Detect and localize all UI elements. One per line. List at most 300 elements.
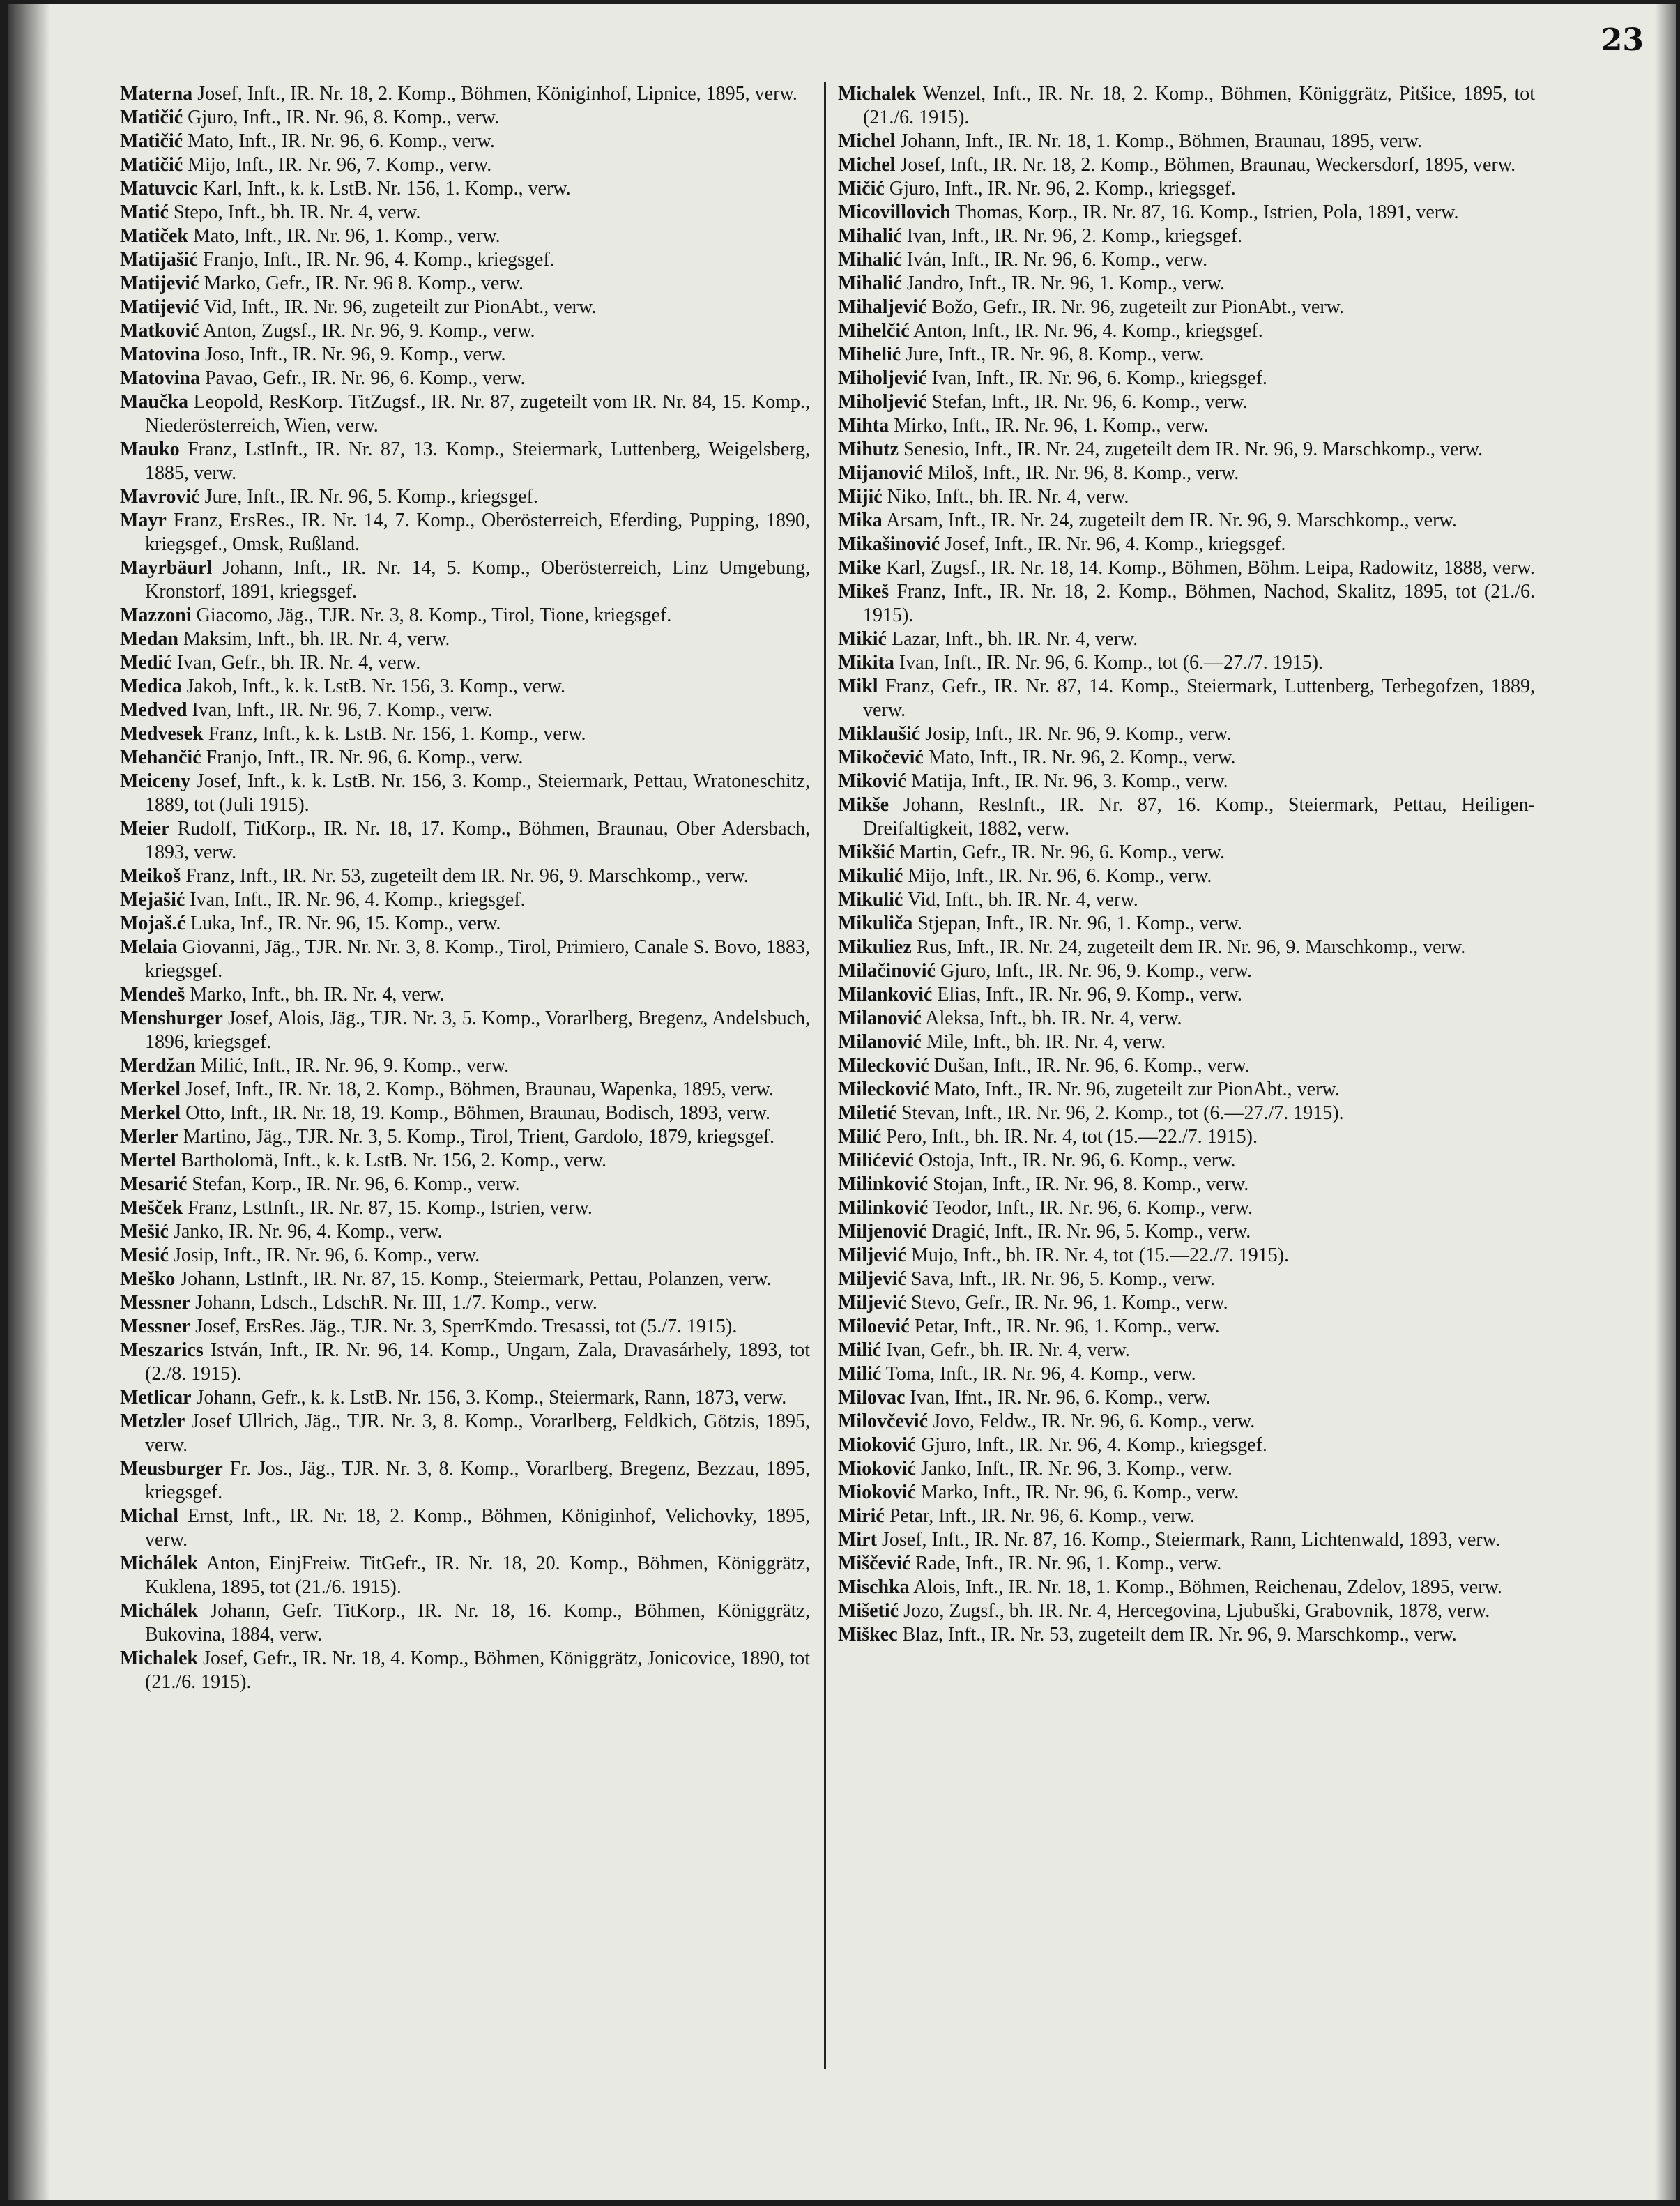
register-entry [838, 533, 1535, 556]
register-entry [838, 746, 1535, 770]
entry-surname: Matovina [120, 367, 201, 389]
entry-surname: Mejašić [120, 889, 185, 911]
entry-surname: Mihutz [838, 439, 899, 460]
entry-details: Josef, Inft., IR. Nr. 87, 16. Komp., Steiermark, Rann, Lichtenwald, 1893, verw. [876, 1529, 1500, 1551]
entry-details: Franjo, Inft., IR. Nr. 96, 4. Komp., kriegsgef. [197, 249, 555, 271]
entry-details: Blaz, Inft., IR. Nr. 53, zugeteilt dem IR. Nr. 96, 9. Marschkomp., verw. [897, 1624, 1457, 1645]
register-entry [838, 651, 1535, 675]
register-entry [838, 130, 1535, 153]
entry-details: Franz, Inft., k. k. LstB. Nr. 156, 1. Komp., verw. [203, 723, 586, 745]
register-entry [838, 1030, 1535, 1054]
register-entry [838, 627, 1535, 651]
entry-details: Stevan, Inft., IR. Nr. 96, 2. Komp., tot (6.—27./7. 1915). [896, 1102, 1344, 1124]
entry-details: Johann, Inft., IR. Nr. 18, 1. Komp., Böhmen, Braunau, 1895, verw. [895, 130, 1423, 152]
entry-surname: Mikl [838, 676, 878, 697]
entry-details: Josef Ullrich, Jäg., TJR. Nr. 3, 8. Komp., Vorarlberg, Feldkich, Götzis, 1895, verw. [145, 1410, 810, 1456]
entry-surname: Mirić [838, 1505, 885, 1527]
register-entry [838, 1386, 1535, 1410]
entry-surname: Michalek [120, 1648, 198, 1669]
register-entry [120, 390, 810, 438]
entry-details: Ivan, Inft., IR. Nr. 96, 6. Komp., kriegsgef. [926, 367, 1267, 389]
register-entry [838, 319, 1535, 343]
entry-surname: Miković [838, 770, 906, 792]
entry-surname: Mihta [838, 415, 889, 436]
register-entry [120, 1457, 810, 1505]
register-entry [120, 1054, 810, 1078]
entry-surname: Meiceny [120, 770, 191, 792]
register-entry [838, 1220, 1535, 1244]
entry-details: Janko, IR. Nr. 96, 4. Komp., verw. [168, 1221, 443, 1242]
entry-details: Vid, Inft., IR. Nr. 96, zugeteilt zur PionAbt., verw. [199, 296, 597, 318]
entry-surname: Miletić [838, 1102, 896, 1124]
register-entry [838, 1149, 1535, 1173]
entry-surname: Miholjević [838, 367, 927, 389]
entry-surname: Meško [120, 1268, 176, 1290]
entry-details: Karl, Inft., k. k. LstB. Nr. 156, 1. Komp., verw. [197, 178, 571, 199]
entry-details: Petar, Inft., IR. Nr. 96, 1. Komp., verw. [909, 1316, 1220, 1337]
register-entry [120, 225, 810, 248]
register-entry [120, 1268, 810, 1291]
entry-surname: Mojaš.ć [120, 913, 186, 934]
entry-surname: Mikočević [838, 747, 924, 768]
entry-details: Josef, ErsRes. Jäg., TJR. Nr. 3, SperrKmdo. Tresassi, tot (5./7. 1915). [190, 1316, 738, 1337]
register-entry [120, 319, 810, 343]
entry-surname: Mesarić [120, 1173, 188, 1195]
register-entry [120, 1102, 810, 1125]
entry-surname: Mehančić [120, 747, 201, 768]
register-entry [838, 509, 1535, 533]
entry-details: Franz, LstInft., IR. Nr. 87, 15. Komp., Istrien, verw. [183, 1197, 593, 1219]
register-entry [838, 414, 1535, 438]
entry-surname: Milić [838, 1363, 882, 1385]
entry-details: Giovanni, Jäg., TJR. Nr. Nr. 3, 8. Komp., Tirol, Primiero, Canale S. Bovo, 1883, kriegsgef. [145, 936, 810, 982]
entry-details: Thomas, Korp., IR. Nr. 87, 16. Komp., Istrien, Pola, 1891, verw. [950, 201, 1459, 223]
register-entry [120, 1196, 810, 1220]
register-entry [838, 793, 1535, 841]
entry-surname: Milinković [838, 1173, 929, 1195]
register-entry [120, 201, 810, 225]
entry-surname: Merdžan [120, 1055, 196, 1077]
entry-details: Gjuro, Inft., IR. Nr. 96, 9. Komp., verw. [935, 960, 1252, 982]
entry-details: Mile, Inft., bh. IR. Nr. 4, verw. [921, 1031, 1166, 1053]
entry-surname: Mikuliez [838, 936, 912, 958]
entry-details: Gjuro, Inft., IR. Nr. 96, 2. Komp., kriegsgef. [884, 178, 1236, 199]
register-entry [838, 1078, 1535, 1102]
register-entry [120, 248, 810, 272]
register-entry [838, 675, 1535, 722]
entry-surname: Milanović [838, 1031, 922, 1053]
entry-surname: Milanković [838, 984, 933, 1005]
register-entry [838, 1291, 1535, 1315]
register-entry [120, 367, 810, 390]
register-entry [838, 343, 1535, 367]
register-entry [838, 177, 1535, 201]
entry-surname: Mihalić [838, 249, 902, 271]
register-entry [120, 556, 810, 604]
entry-surname: Michal [120, 1505, 178, 1527]
entry-details: Leopold, ResKorp. TitZugsf., IR. Nr. 87, zugeteilt vom IR. Nr. 84, 15. Komp., Niederösterreich, Wien, verw. [145, 391, 810, 436]
entry-surname: Mertel [120, 1150, 176, 1171]
register-entry [838, 1315, 1535, 1339]
entry-details: Josef, Inft., IR. Nr. 96, 4. Komp., kriegsgef. [940, 533, 1286, 555]
register-entry [838, 1410, 1535, 1433]
register-entry [120, 106, 810, 130]
entry-surname: Mendeš [120, 984, 185, 1005]
entry-details: Johann, Inft., IR. Nr. 14, 5. Komp., Oberösterreich, Linz Umgebung, Kronstorf, 1891, kriegsgef. [145, 557, 810, 602]
register-entry [120, 1647, 810, 1694]
entry-details: Johann, Gefr. TitKorp., IR. Nr. 18, 16. Komp., Böhmen, Königgrätz, Bukovina, 1884, verw. [145, 1600, 810, 1645]
entry-details: Mijo, Inft., IR. Nr. 96, 7. Komp., verw. [183, 154, 492, 176]
register-entry [120, 817, 810, 865]
entry-surname: Mihelić [838, 344, 901, 365]
register-entry [120, 1410, 810, 1457]
entry-details: Ivan, Inft., IR. Nr. 96, 6. Komp., tot (6.—27./7. 1915). [894, 652, 1324, 674]
entry-details: Karl, Zugsf., IR. Nr. 18, 14. Komp., Böhmen, Böhm. Leipa, Radowitz, 1888, verw. [881, 557, 1535, 579]
register-entry [838, 959, 1535, 983]
register-entry [838, 1125, 1535, 1149]
entry-details: Johann, Ldsch., LdschR. Nr. III, 1./7. Komp., verw. [190, 1292, 597, 1314]
entry-surname: Miljević [838, 1268, 906, 1290]
entry-surname: Michalek [838, 83, 916, 105]
register-entry [838, 1457, 1535, 1481]
entry-details: Jakob, Inft., k. k. LstB. Nr. 156, 3. Komp., verw. [181, 676, 566, 697]
register-entry [120, 153, 810, 177]
register-entry [838, 1433, 1535, 1457]
entry-surname: Mihaljević [838, 296, 927, 318]
entry-surname: Meier [120, 818, 170, 839]
entry-details: Anton, Inft., IR. Nr. 96, 4. Komp., kriegsgef. [909, 320, 1263, 342]
entry-surname: Mijić [838, 486, 883, 508]
entry-surname: Miščević [838, 1553, 911, 1574]
document-page [8, 4, 1676, 2200]
register-entry [120, 865, 810, 888]
entry-surname: Matičić [120, 107, 183, 128]
entry-details: Bartholomä, Inft., k. k. LstB. Nr. 156, 2. Komp., verw. [176, 1150, 607, 1171]
register-entry [120, 722, 810, 746]
entry-surname: Metzler [120, 1410, 185, 1432]
entry-surname: Merkel [120, 1102, 181, 1124]
register-entry [120, 983, 810, 1007]
register-entry [838, 912, 1535, 936]
entry-details: Marko, Inft., bh. IR. Nr. 4, verw. [185, 984, 445, 1005]
register-entry [838, 556, 1535, 580]
entry-surname: Mihalić [838, 225, 902, 247]
register-entry [838, 983, 1535, 1007]
page-number: 23 [1601, 22, 1644, 58]
register-entry [120, 1599, 810, 1647]
left-column [120, 82, 810, 1694]
register-entry [838, 296, 1535, 319]
entry-surname: Medan [120, 628, 178, 650]
register-entry [838, 1362, 1535, 1386]
register-entry [120, 699, 810, 722]
entry-details: Ivan, Inft., IR. Nr. 96, 2. Komp., kriegsgef. [901, 225, 1243, 247]
register-entry [120, 1386, 810, 1410]
entry-details: Elias, Inft., IR. Nr. 96, 9. Komp., verw. [932, 984, 1242, 1005]
entry-surname: Mioković [838, 1482, 916, 1503]
entry-details: Stevo, Gefr., IR. Nr. 96, 1. Komp., verw. [906, 1292, 1228, 1314]
register-entry [838, 153, 1535, 177]
register-entry [838, 1481, 1535, 1505]
register-entry [838, 485, 1535, 509]
register-entry [838, 1244, 1535, 1268]
entry-surname: Mioković [838, 1434, 916, 1456]
register-entry [838, 1528, 1535, 1552]
register-entry [838, 390, 1535, 414]
register-entry [838, 201, 1535, 225]
entry-details: Johann, LstInft., IR. Nr. 87, 15. Komp., Steiermark, Pettau, Polanzen, verw. [175, 1268, 772, 1290]
entry-surname: Mike [838, 557, 882, 579]
entry-surname: Mikulić [838, 889, 903, 911]
entry-surname: Matovina [120, 344, 201, 365]
entry-surname: Matičić [120, 154, 183, 176]
entry-details: Josef, Inft., IR. Nr. 18, 2. Komp., Böhmen, Braunau, Weckersdorf, 1895, verw. [895, 154, 1516, 176]
entry-surname: Miljević [838, 1245, 906, 1266]
entry-details: Rus, Inft., IR. Nr. 24, zugeteilt dem IR. Nr. 96, 9. Marschkomp., verw. [911, 936, 1466, 958]
entry-details: Ostoja, Inft., IR. Nr. 96, 6. Komp., verw. [913, 1150, 1236, 1171]
register-entry [120, 485, 810, 509]
entry-details: Milić, Inft., IR. Nr. 96, 9. Komp., verw. [195, 1055, 510, 1077]
entry-surname: Mešić [120, 1221, 169, 1242]
register-entry [838, 1623, 1535, 1647]
entry-surname: Merkel [120, 1079, 181, 1100]
register-entry [838, 580, 1535, 627]
entry-surname: Milanović [838, 1007, 922, 1029]
entry-details: Stepo, Inft., bh. IR. Nr. 4, verw. [168, 201, 421, 223]
entry-surname: Mika [838, 510, 883, 531]
entry-surname: Mioković [838, 1458, 916, 1479]
entry-surname: Mirt [838, 1529, 877, 1551]
register-entry [838, 462, 1535, 485]
entry-surname: Michel [838, 154, 896, 176]
entry-details: Franz, ErsRes., IR. Nr. 14, 7. Komp., Oberösterreich, Eferding, Pupping, 1890, kriegsgef., Omsk, Rußland. [145, 510, 810, 555]
entry-surname: Michálek [120, 1600, 198, 1622]
entry-surname: Materna [120, 83, 193, 105]
entry-surname: Milićević [838, 1150, 914, 1171]
register-entry [120, 912, 810, 936]
entry-details: Jure, Inft., IR. Nr. 96, 8. Komp., verw. [901, 344, 1205, 365]
entry-surname: Mikita [838, 652, 894, 674]
entry-details: Josip, Inft., IR. Nr. 96, 9. Komp., verw. [920, 723, 1232, 745]
entry-details: Mijo, Inft., IR. Nr. 96, 6. Komp., verw. [903, 865, 1212, 887]
entry-details: Fr. Jos., Jäg., TJR. Nr. 3, 8. Komp., Vorarlberg, Bregenz, Bezzau, 1895, kriegsgef. [145, 1458, 810, 1503]
register-entry [120, 1552, 810, 1599]
entry-details: Vid, Inft., bh. IR. Nr. 4, verw. [903, 889, 1138, 911]
entry-details: Jovo, Feldw., IR. Nr. 96, 6. Komp., verw. [928, 1410, 1255, 1432]
entry-details: Luka, Inf., IR. Nr. 96, 15. Komp., verw. [185, 913, 501, 934]
entry-surname: Medvesek [120, 723, 204, 745]
entry-details: Lazar, Inft., bh. IR. Nr. 4, verw. [887, 628, 1138, 650]
entry-surname: Medić [120, 652, 172, 674]
entry-surname: Medved [120, 699, 188, 721]
entry-details: Sava, Inft., IR. Nr. 96, 5. Komp., verw. [906, 1268, 1215, 1290]
entry-surname: Merler [120, 1126, 178, 1148]
entry-details: Ivan, Inft., IR. Nr. 96, 4. Komp., kriegsgef. [185, 889, 526, 911]
entry-details: Mato, Inft., IR. Nr. 96, 2. Komp., verw. [923, 747, 1236, 768]
entry-surname: Miklaušić [838, 723, 921, 745]
entry-details: Mujo, Inft., bh. IR. Nr. 4, tot (15.—22./7. 1915). [906, 1245, 1290, 1266]
entry-details: Pavao, Gefr., IR. Nr. 96, 6. Komp., verw. [200, 367, 526, 389]
entry-surname: Mikše [838, 794, 889, 816]
register-entry [838, 1054, 1535, 1078]
entry-details: Alois, Inft., IR. Nr. 18, 1. Komp., Böhmen, Reichenau, Zdelov, 1895, verw. [909, 1576, 1502, 1598]
entry-details: Josef, Inft., IR. Nr. 18, 2. Komp., Böhmen, Braunau, Wapenka, 1895, verw. [181, 1079, 774, 1100]
entry-surname: Miškec [838, 1624, 898, 1645]
entry-details: Josef, Inft., IR. Nr. 18, 2. Komp., Böhmen, Königinhof, Lipnice, 1895, verw. [192, 83, 797, 105]
register-entry [838, 1102, 1535, 1125]
entry-surname: Mayr [120, 510, 167, 531]
entry-details: Dragić, Inft., IR. Nr. 96, 5. Komp., verw. [926, 1221, 1251, 1242]
register-entry [120, 1078, 810, 1102]
entry-details: Ernst, Inft., IR. Nr. 18, 2. Komp., Böhmen, Königinhof, Velichovky, 1895, verw. [145, 1505, 810, 1551]
register-entry [838, 1339, 1535, 1362]
entry-details: Petar, Inft., IR. Nr. 96, 6. Komp., verw. [884, 1505, 1195, 1527]
register-entry [120, 438, 810, 485]
entry-details: Josef, Inft., k. k. LstB. Nr. 156, 3. Komp., Steiermark, Pettau, Wratoneschitz, 1889, tot (Juli 1915). [145, 770, 810, 816]
entry-surname: Mikulić [838, 865, 903, 887]
entry-details: Jozo, Zugsf., bh. IR. Nr. 4, Hercegovina, Ljubuški, Grabovnik, 1878, verw. [899, 1600, 1490, 1622]
entry-surname: Micovillovich [838, 201, 951, 223]
entry-details: Aleksa, Inft., bh. IR. Nr. 4, verw. [921, 1007, 1182, 1029]
register-entry [120, 675, 810, 699]
entry-details: Gjuro, Inft., IR. Nr. 96, 8. Komp., verw. [183, 107, 500, 128]
register-entry [120, 177, 810, 201]
right-column [838, 82, 1535, 1647]
scan-shadow-left [8, 4, 50, 2200]
register-entry [838, 272, 1535, 296]
register-entry [120, 1149, 810, 1173]
entry-details: István, Inft., IR. Nr. 96, 14. Komp., Ungarn, Zala, Dravasárhely, 1893, tot (2./8. 1915). [145, 1339, 810, 1385]
entry-details: Jure, Inft., IR. Nr. 96, 5. Komp., kriegsgef. [199, 486, 538, 508]
register-entry [120, 509, 810, 556]
entry-surname: Matić [120, 201, 169, 223]
register-entry [120, 627, 810, 651]
entry-surname: Matijević [120, 296, 199, 318]
entry-details: Otto, Inft., IR. Nr. 18, 19. Komp., Böhmen, Braunau, Bodisch, 1893, verw. [181, 1102, 770, 1124]
register-entry [838, 1173, 1535, 1196]
entry-details: Maksim, Inft., bh. IR. Nr. 4, verw. [178, 628, 450, 650]
entry-surname: Mihelčić [838, 320, 910, 342]
entry-details: Martino, Jäg., TJR. Nr. 3, 5. Komp., Tirol, Trient, Gardolo, 1879, kriegsgef. [178, 1126, 774, 1148]
entry-surname: Mešček [120, 1197, 183, 1219]
register-entry [120, 651, 810, 675]
entry-surname: Mavrović [120, 486, 200, 508]
entry-details: Franjo, Inft., IR. Nr. 96, 6. Komp., verw. [201, 747, 524, 768]
entry-details: Franz, Inft., IR. Nr. 18, 2. Komp., Böhmen, Nachod, Skalitz, 1895, tot (21./6. 1915). [863, 581, 1535, 626]
register-entry [838, 225, 1535, 248]
register-entry [120, 1244, 810, 1268]
entry-surname: Mikšić [838, 842, 894, 863]
entry-surname: Mauko [120, 439, 180, 460]
entry-surname: Matijašić [120, 249, 198, 271]
entry-details: Matija, Inft., IR. Nr. 96, 3. Komp., verw. [906, 770, 1228, 792]
entry-surname: Melaia [120, 936, 178, 958]
entry-details: Jandro, Inft., IR. Nr. 96, 1. Komp., verw. [901, 273, 1225, 294]
entry-surname: Mičić [838, 178, 885, 199]
entry-details: Marko, Gefr., IR. Nr. 96 8. Komp., verw. [199, 273, 524, 294]
register-entry [120, 888, 810, 912]
entry-surname: Maučka [120, 391, 188, 413]
entry-surname: Miholjević [838, 391, 927, 413]
entry-surname: Messner [120, 1292, 191, 1314]
register-entry [120, 1291, 810, 1315]
entry-surname: Miljenović [838, 1221, 927, 1242]
entry-details: Toma, Inft., IR. Nr. 96, 4. Komp., verw. [881, 1363, 1196, 1385]
entry-details: Iván, Inft., IR. Nr. 96, 6. Komp., verw. [901, 249, 1208, 271]
entry-details: Stefan, Inft., IR. Nr. 96, 6. Komp., verw. [926, 391, 1248, 413]
entry-details: Martin, Gefr., IR. Nr. 96, 6. Komp., verw. [894, 842, 1225, 863]
register-entry [838, 841, 1535, 865]
entry-surname: Mesić [120, 1245, 169, 1266]
entry-surname: Milić [838, 1126, 882, 1148]
entry-details: Mato, Inft., IR. Nr. 96, 6. Komp., verw. [183, 130, 495, 152]
entry-surname: Matuvcic [120, 178, 198, 199]
entry-details: Marko, Inft., IR. Nr. 96, 6. Komp., verw. [916, 1482, 1239, 1503]
entry-details: Janko, Inft., IR. Nr. 96, 3. Komp., verw. [916, 1458, 1232, 1479]
entry-surname: Metlicar [120, 1387, 192, 1408]
entry-details: Mato, Inft., IR. Nr. 96, zugeteilt zur PionAbt., verw. [929, 1079, 1340, 1100]
register-entry [120, 1505, 810, 1552]
register-entry [838, 1599, 1535, 1623]
entry-details: Ivan, Gefr., bh. IR. Nr. 4, verw. [171, 652, 421, 674]
entry-details: Ivan, Gefr., bh. IR. Nr. 4, verw. [881, 1339, 1130, 1361]
entry-details: Teodor, Inft., IR. Nr. 96, 6. Komp., verw. [928, 1197, 1253, 1219]
entry-surname: Mikić [838, 628, 887, 650]
entry-surname: Meszarics [120, 1339, 204, 1361]
entry-surname: Milecković [838, 1055, 929, 1077]
register-entry [120, 1339, 810, 1386]
entry-details: Wenzel, Inft., IR. Nr. 18, 2. Komp., Böhmen, Königgrätz, Pitšice, 1895, tot (21./6. 1915). [863, 83, 1535, 128]
register-entry [120, 1007, 810, 1054]
entry-surname: Mazzoni [120, 604, 192, 626]
entry-details: Stefan, Korp., IR. Nr. 96, 6. Komp., verw. [187, 1173, 520, 1195]
entry-details: Gjuro, Inft., IR. Nr. 96, 4. Komp., kriegsgef. [916, 1434, 1267, 1456]
entry-surname: Mikeš [838, 581, 889, 602]
entry-surname: Milovac [838, 1387, 906, 1408]
register-entry [838, 865, 1535, 888]
register-entry [120, 82, 810, 106]
register-entry [120, 1173, 810, 1196]
entry-surname: Milić [838, 1339, 882, 1361]
entry-details: Anton, Zugsf., IR. Nr. 96, 9. Komp., verw. [199, 320, 535, 342]
register-entry [838, 1552, 1535, 1576]
entry-details: Franz, LstInft., IR. Nr. 87, 13. Komp., Steiermark, Luttenberg, Weigelsberg, 1885, verw. [145, 439, 810, 484]
entry-surname: Milovčević [838, 1410, 929, 1432]
column-divider [824, 82, 826, 2069]
entry-surname: Meusburger [120, 1458, 223, 1479]
register-entry [838, 1505, 1535, 1528]
register-entry [120, 130, 810, 153]
entry-surname: Mikuliča [838, 913, 913, 934]
scan-shadow-right [1655, 4, 1676, 2200]
entry-surname: Matijević [120, 273, 199, 294]
entry-details: Anton, EinjFreiw. TitGefr., IR. Nr. 18, 20. Komp., Böhmen, Königgrätz, Kuklena, 1895, tot (21./6. 1915). [145, 1553, 810, 1598]
entry-details: Miloš, Inft., IR. Nr. 96, 8. Komp., verw. [922, 462, 1239, 484]
entry-details: Mirko, Inft., IR. Nr. 96, 1. Komp., verw. [889, 415, 1209, 436]
register-entry [120, 1315, 810, 1339]
register-entry [120, 936, 810, 983]
register-entry [120, 1125, 810, 1149]
entry-surname: Milinković [838, 1197, 929, 1219]
register-entry [838, 1576, 1535, 1599]
entry-details: Božo, Gefr., IR. Nr. 96, zugeteilt zur PionAbt., verw. [926, 296, 1345, 318]
register-entry [120, 296, 810, 319]
entry-details: Senesio, Inft., IR. Nr. 24, zugeteilt dem IR. Nr. 96, 9. Marschkomp., verw. [899, 439, 1483, 460]
entry-surname: Matković [120, 320, 199, 342]
register-entry [120, 604, 810, 627]
register-entry [120, 1220, 810, 1244]
register-entry [838, 367, 1535, 390]
